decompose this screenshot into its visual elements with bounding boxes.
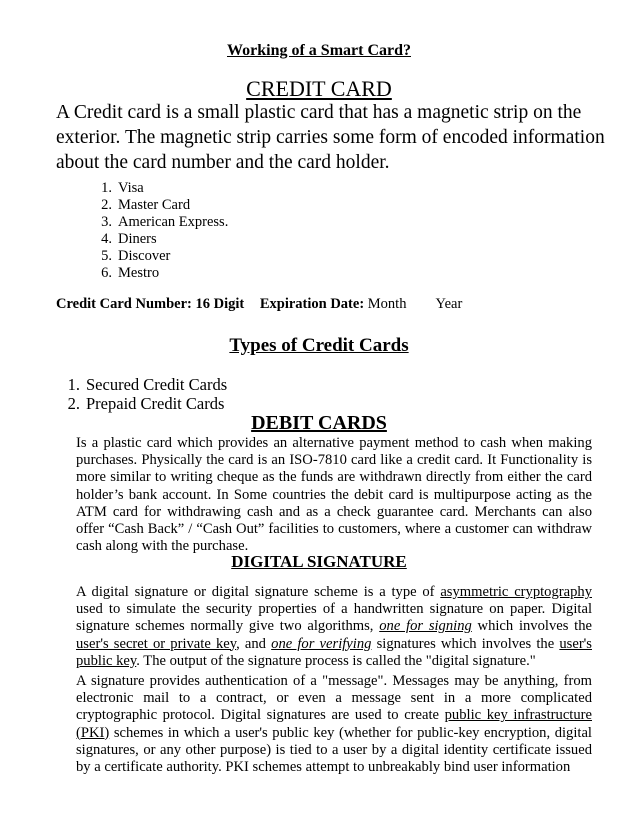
list-item xyxy=(58,394,227,413)
list-number: 6. xyxy=(101,265,112,281)
credit-card-intro: A Credit card is a small plastic card that has a magnetic strip on the exterior. The magnetic strip carries some form of encoded information about the card number and the card holder. xyxy=(56,102,605,173)
list-item xyxy=(92,231,228,248)
list-number: 1. xyxy=(101,180,112,196)
text-run: . The output of the signature process is called the "digital signature." xyxy=(136,652,536,669)
list-label: Visa xyxy=(118,180,144,196)
card-number-label: Credit Card Number: 16 Digit xyxy=(56,296,245,312)
list-item xyxy=(92,180,228,197)
text-run: A signature provides authentication of a "message". Messages may be anything, from electronic mail to a contract, or even a message sent in a more complicated cryptographic protocol. Digital signatures are used to create xyxy=(76,673,592,724)
one-for-signing-text: one for signing xyxy=(379,618,472,635)
list-label: Diners xyxy=(118,231,157,247)
list-label: Secured Credit Cards xyxy=(86,375,228,394)
list-label: Master Card xyxy=(118,197,191,213)
pki-link[interactable]: public key infrastructure (PKI) xyxy=(76,707,592,741)
list-item xyxy=(92,248,228,265)
list-item xyxy=(58,375,227,394)
list-number: 3. xyxy=(101,214,112,230)
credit-card-types-list xyxy=(58,375,227,413)
expiration-label: Expiration Date: xyxy=(259,296,365,312)
list-item xyxy=(92,197,228,214)
list-number: 1. xyxy=(67,375,80,394)
list-number: 2. xyxy=(101,197,112,213)
text-run: , and xyxy=(236,635,272,652)
public-key-link[interactable]: user's public key xyxy=(76,635,592,669)
digital-signature-paragraph-1 xyxy=(76,584,592,670)
one-for-verifying-text: one for verifying xyxy=(271,635,372,652)
card-number-info xyxy=(56,296,462,313)
text-run: schemes in which a user's public key (whether for public-key encryption, digital signatures, or any other purpose) is tied to a user by a digital identity certificate issued by a certificate authority. PKI schemes attempt to unbreakably bind user information xyxy=(76,724,592,776)
expiration-year: Year xyxy=(435,296,463,312)
private-key-link[interactable]: user's secret or private key xyxy=(76,635,237,652)
document-title: Working of a Smart Card? xyxy=(227,42,411,59)
debit-cards-paragraph: Is a plastic card which provides an alternative payment method to cash when making purchases. Physically the card is an ISO-7810 card like a credit card. It Functionality is more similar to writing cheque as the funds are withdrawn directly from either the card holder’s bank account. In Some countries the debit card is multipurpose acting as the ATM card for withdrawing cash and as a check guarantee card. Merchants can also offer “Cash Back” / “Cash Out” facilities to customers, where a customer can withdraw cash along with the purchase. xyxy=(76,435,592,555)
list-label: American Express. xyxy=(118,214,229,230)
list-item xyxy=(92,265,228,282)
list-label: Discover xyxy=(118,248,171,264)
types-heading: Types of Credit Cards xyxy=(229,335,409,356)
list-label: Prepaid Credit Cards xyxy=(86,394,225,413)
expiration-month: Month xyxy=(367,296,407,312)
text-run: A digital signature or digital signature scheme is a type of xyxy=(76,584,441,600)
text-run: used to simulate the security properties of a handwritten signature on paper. Digital signature schemes normally give two algorithms, xyxy=(76,601,592,635)
digital-signature-paragraph-2 xyxy=(76,673,592,776)
list-number: 2. xyxy=(67,394,80,413)
list-item xyxy=(92,214,228,231)
card-brand-list xyxy=(92,180,228,282)
text-run: signatures which involves the xyxy=(371,635,560,652)
list-number: 5. xyxy=(101,248,112,264)
debit-cards-heading: DEBIT CARDS xyxy=(251,412,387,434)
list-number: 4. xyxy=(101,231,112,247)
digital-signature-heading: DIGITAL SIGNATURE xyxy=(231,552,407,571)
list-label: Mestro xyxy=(118,265,160,281)
asymmetric-cryptography-link[interactable]: asymmetric cryptography xyxy=(440,584,592,600)
credit-card-heading: CREDIT CARD xyxy=(246,76,392,101)
text-run: which involves the xyxy=(471,618,592,635)
